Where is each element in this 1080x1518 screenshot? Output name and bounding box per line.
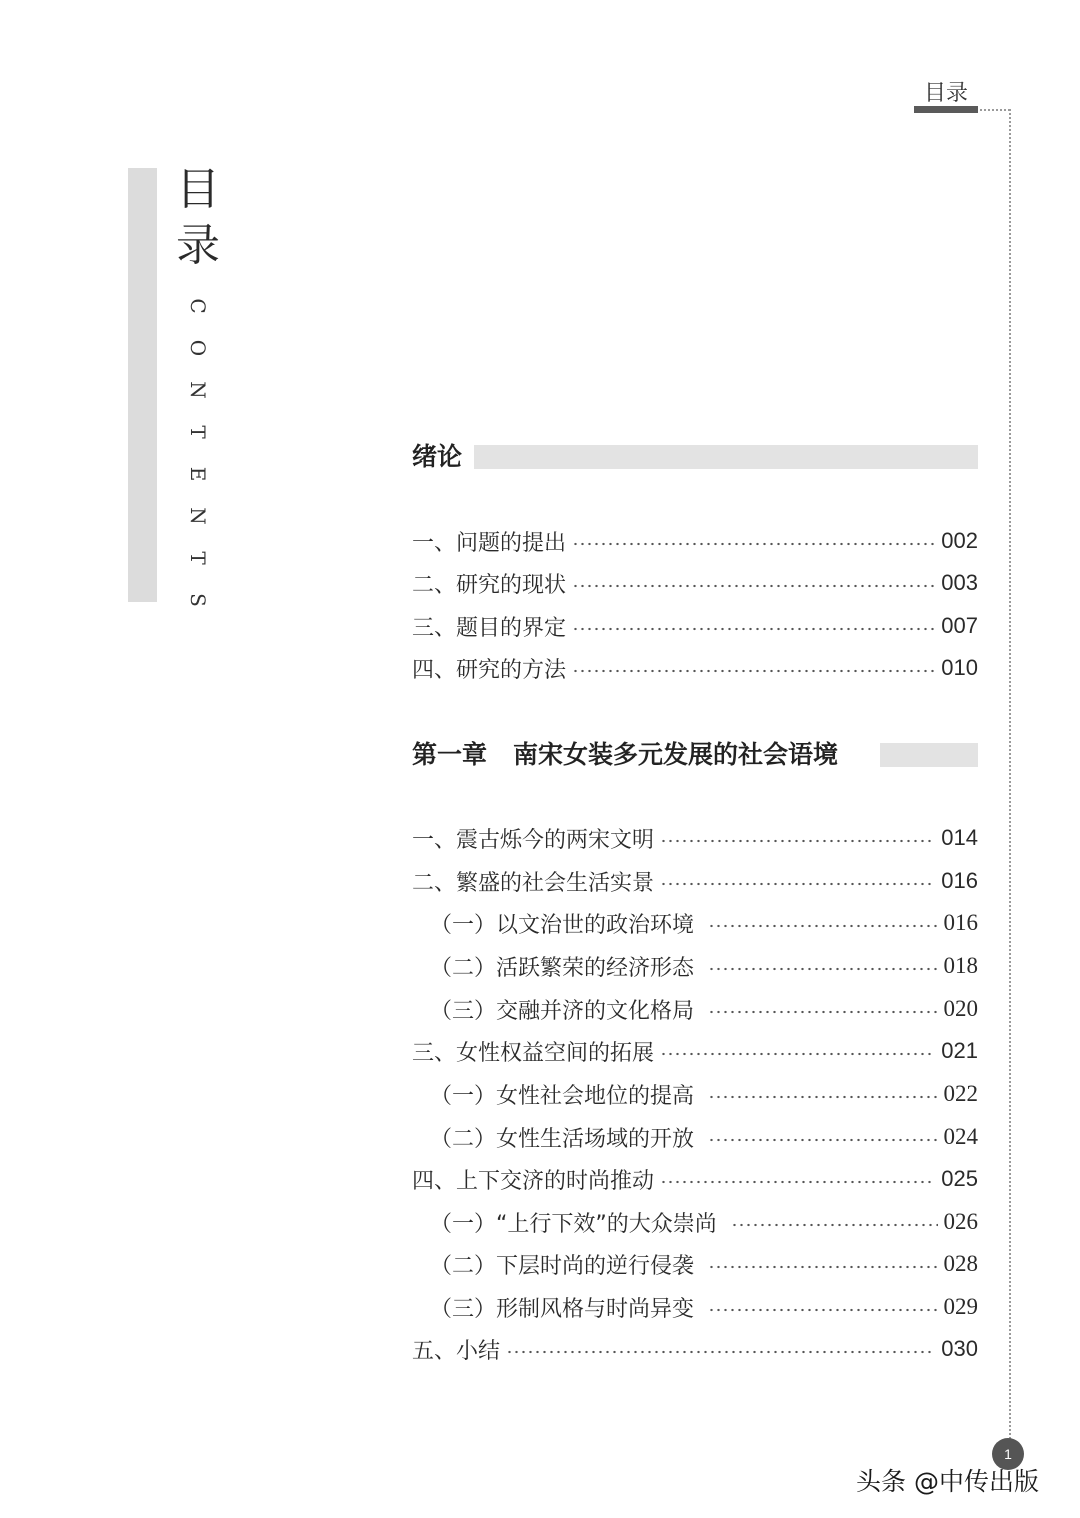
page-number-badge: 1 [992,1438,1024,1470]
toc-leader-dots [660,1180,935,1184]
running-header-title: 目录 [923,81,968,106]
toc-entry-page: 021 [941,1038,978,1063]
toc-entry-title: 三、题目的界定 [412,615,567,641]
section-heading-label [412,740,838,770]
toc-entry-title: 四、上下交济的时尚推动 [412,1168,655,1194]
contents-letter: S [186,593,210,607]
chapter-title: 南宋女装多元发展的社会语境 [513,740,839,769]
toc-subentry[interactable] [430,907,978,939]
toc-entry-title: （二）活跃繁荣的经济形态 [430,955,695,981]
toc-entry-title: 二、研究的现状 [412,572,567,598]
toc-entry[interactable] [412,525,978,557]
toc-leader-dots [708,967,937,971]
section-heading-chapter-1 [412,740,978,770]
toc-entry-title: 三、女性权益空间的拓展 [412,1040,655,1066]
toc-subentry[interactable] [430,1121,978,1153]
toc-entry-page: 016 [943,910,978,935]
toc-leader-dots [572,542,935,546]
toc-entry-title: 二、繁盛的社会生活实景 [412,870,655,896]
contents-letter: N [186,507,210,525]
watermark-text: 头条 @中传出版 [856,1467,1039,1496]
running-header-bar [914,106,978,113]
toc-entry-title: 一、问题的提出 [412,530,567,556]
side-decor-bar [128,168,157,602]
toc-entry-title: （二）女性生活场域的开放 [430,1126,695,1152]
toc-entry[interactable] [412,1163,978,1195]
toc-entry-page: 029 [943,1294,978,1319]
toc-entry[interactable] [412,822,978,854]
section-heading-fill [474,445,978,469]
toc-leader-dots [660,1052,935,1056]
toc-subentry[interactable] [430,1291,978,1323]
toc-leader-dots [660,839,935,843]
toc-leader-dots [708,924,937,928]
contents-letter: T [186,425,210,439]
toc-entry-page: 020 [943,996,978,1021]
toc-leader-dots [708,1265,937,1269]
toc-entry-page: 024 [943,1124,978,1149]
toc-entry-page: 026 [943,1209,978,1234]
side-title-char-1: 目 [176,164,220,215]
toc-subentry[interactable] [430,1206,978,1238]
toc-leader-dots [708,1095,937,1099]
toc-entry-page: 022 [943,1081,978,1106]
toc-entry-page: 025 [941,1166,978,1191]
toc-entry[interactable] [412,652,978,684]
dotted-rule-horizontal [980,109,1010,111]
toc-leader-dots [708,1308,937,1312]
toc-leader-dots [572,627,935,631]
toc-entry-title: 五、小结 [412,1338,501,1364]
toc-entry-page: 007 [941,613,978,638]
dotted-rule-vertical [1009,109,1011,1439]
toc-subentry[interactable] [430,1078,978,1110]
toc-entry-page: 030 [941,1336,978,1361]
toc-entry[interactable] [412,1333,978,1365]
toc-entry-page: 018 [943,953,978,978]
toc-entry-title: （二）下层时尚的逆行侵袭 [430,1253,695,1279]
toc-leader-dots [731,1223,938,1227]
side-title-char-2: 录 [176,220,220,271]
toc-entry-page: 003 [941,570,978,595]
toc-leader-dots [660,882,935,886]
toc-entry-page: 028 [943,1251,978,1276]
toc-entry[interactable] [412,1035,978,1067]
section-heading-introduction [412,442,978,472]
toc-subentry[interactable] [430,950,978,982]
toc-entry-title: 四、研究的方法 [412,657,567,683]
toc-leader-dots [708,1138,937,1142]
contents-letter: T [186,551,210,565]
contents-letter: E [186,466,210,482]
toc-entry-page: 002 [941,528,978,553]
toc-entry-title: （一）“上行下效”的大众崇尚 [430,1211,717,1237]
contents-letter: C [186,298,210,314]
toc-entry-page: 014 [941,825,978,850]
toc-entry-page: 010 [941,655,978,680]
toc-entry-title: （一）女性社会地位的提高 [430,1083,695,1109]
toc-entry-title: 一、震古烁今的两宋文明 [412,827,655,853]
section-heading-label: 绪论 [412,442,463,471]
toc-leader-dots [708,1010,937,1014]
toc-subentry[interactable] [430,993,978,1025]
toc-subentry[interactable] [430,1248,978,1280]
toc-entry-title: （三）交融并济的文化格局 [430,998,695,1024]
contents-letter: O [186,339,210,357]
contents-letter: N [186,381,210,399]
section-heading-fill [880,743,978,767]
toc-leader-dots [506,1350,935,1354]
toc-entry-title: （一）以文治世的政治环境 [430,912,695,938]
chapter-number: 第一章 [412,740,488,769]
toc-entry-title: （三）形制风格与时尚异变 [430,1296,695,1322]
toc-leader-dots [572,584,935,588]
toc-entry[interactable] [412,567,978,599]
toc-entry-page: 016 [941,868,978,893]
toc-leader-dots [572,669,935,673]
toc-entry[interactable] [412,610,978,642]
toc-entry[interactable] [412,865,978,897]
